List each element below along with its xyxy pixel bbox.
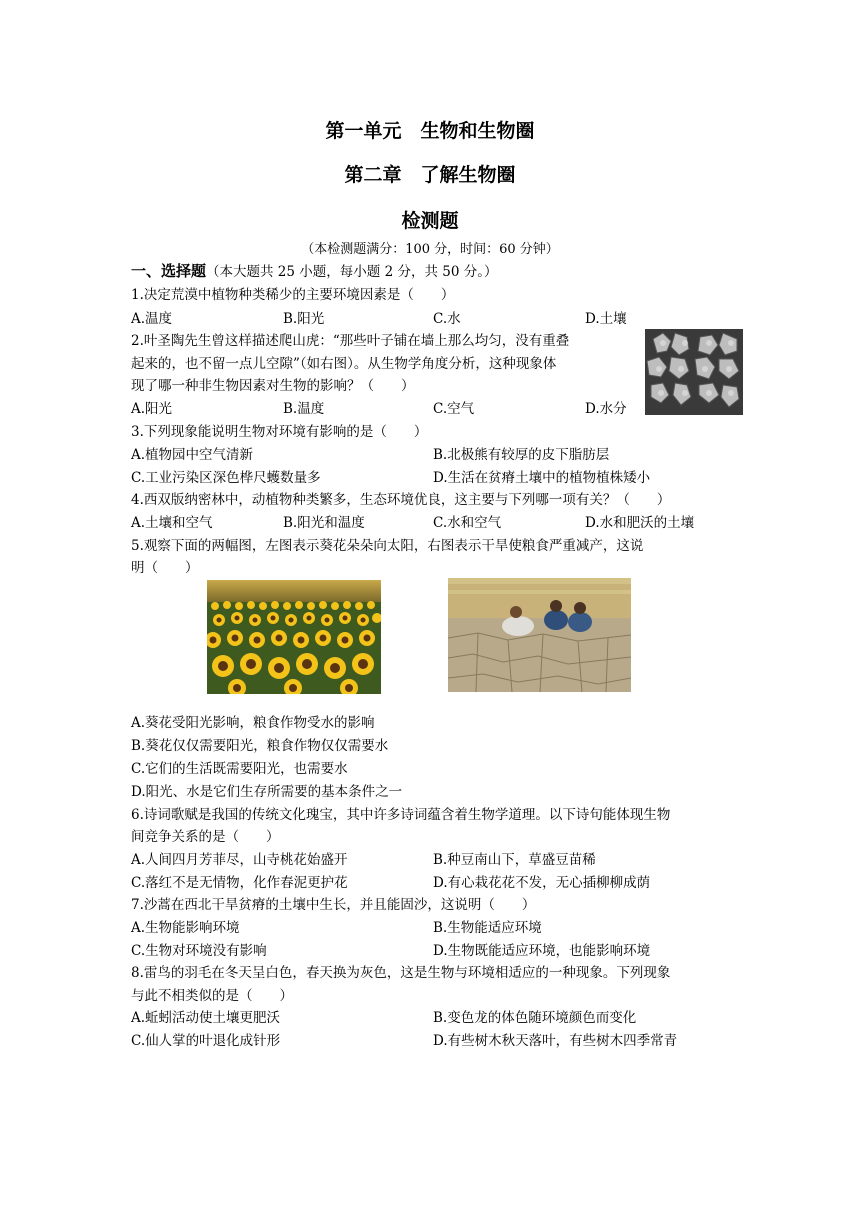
q2-stem-line2: 起来的，也不留一点儿空隙”（如右图）。从生物学角度分析，这种现象体 (131, 356, 557, 372)
q2-stem-line1: 2.叶圣陶先生曾这样描述爬山虎：“那些叶子铺在墙上那么均匀，没有重叠 (131, 333, 570, 349)
q8-stem-line2: 与此不相类似的是（ ） (131, 988, 293, 1004)
q7-option-d: D.生物既能适应环境，也能影响环境 (433, 943, 651, 959)
q5-option-d: D.阳光、水是它们生存所需要的基本条件之一 (131, 784, 403, 800)
unit-title: 第一单元 生物和生物圈 (325, 120, 535, 142)
q5-stem-line1: 5.观察下面的两幅图，左图表示葵花朵朵向太阳，右图表示干旱使粮食严重减产，这说 (131, 538, 644, 554)
section-heading (131, 262, 497, 281)
q4-stem: 4.西双版纳密林中，动植物种类繁多，生态环境优良，这主要与下列哪一项有关？（ ） (131, 492, 671, 508)
q2-option-b: B.温度 (283, 401, 325, 417)
q1-stem: 1.决定荒漠中植物种类稀少的主要环境因素是（ ） (131, 287, 455, 303)
q6-option-b: B.种豆南山下，草盛豆苗稀 (433, 852, 596, 868)
q3-option-c: C.工业污染区深色桦尺蠖数量多 (131, 470, 321, 486)
q7-option-c: C.生物对环境没有影响 (131, 943, 267, 959)
sunflower-field-image (207, 580, 381, 694)
q6-option-d: D.有心栽花花不发，无心插柳柳成荫 (433, 875, 651, 891)
q5-stem-line2: 明（ ） (131, 560, 199, 576)
q8-option-d: D.有些树木秋天落叶，有些树木四季常青 (433, 1033, 678, 1049)
q8-option-b: B.变色龙的体色随环境颜色而变化 (433, 1010, 637, 1026)
drought-farmers-photo (448, 578, 631, 692)
q7-stem: 7.沙蒿在西北干旱贫瘠的土壤中生长，并且能固沙，这说明（ ） (131, 897, 536, 913)
q4-option-b: B.阳光和温度 (283, 515, 365, 531)
q6-option-c: C.落红不是无情物，化作春泥更护花 (131, 875, 348, 891)
q5-option-c: C.它们的生活既需要阳光，也需要水 (131, 761, 348, 777)
sunflower-field-photo (207, 580, 381, 694)
ivy-leaves-photo (645, 329, 743, 415)
q4-option-d: D.水和肥沃的土壤 (585, 515, 695, 531)
section-title: 一、选择题 (131, 262, 207, 280)
q2-option-c: C.空气 (433, 401, 475, 417)
q2-stem-line3: 现了哪一种非生物因素对生物的影响？（ ） (131, 378, 415, 394)
q5-option-b: B.葵花仅仅需要阳光，粮食作物仅仅需要水 (131, 738, 389, 754)
q8-option-c: C.仙人掌的叶退化成针形 (131, 1033, 281, 1049)
q6-stem-line2: 间竞争关系的是（ ） (131, 829, 280, 845)
q1-option-b: B.阳光 (283, 311, 325, 327)
ivy-leaves-image (645, 329, 743, 415)
q3-option-a: A.植物园中空气清新 (131, 447, 254, 463)
q8-option-a: A.蚯蚓活动使土壤更肥沃 (131, 1010, 281, 1026)
q4-option-c: C.水和空气 (433, 515, 502, 531)
q2-option-d: D.水分 (585, 401, 627, 417)
q5-option-a: A.葵花受阳光影响，粮食作物受水的影响 (131, 715, 375, 731)
q7-option-a: A.生物能影响环境 (131, 920, 240, 936)
chapter-title: 第二章 了解生物圈 (344, 164, 516, 186)
q1-option-d: D.土壤 (585, 311, 627, 327)
test-note: （本检测题满分：100 分，时间：60 分钟） (301, 242, 559, 257)
q3-stem: 3.下列现象能说明生物对环境有影响的是（ ） (131, 424, 428, 440)
q1-option-c: C.水 (433, 311, 461, 327)
q2-option-a: A.阳光 (131, 401, 173, 417)
drought-farmers-image (448, 578, 631, 692)
q7-option-b: B.生物能适应环境 (433, 920, 542, 936)
q4-option-a: A.土壤和空气 (131, 515, 213, 531)
q3-option-b: B.北极熊有较厚的皮下脂肪层 (433, 447, 610, 463)
q3-option-d: D.生活在贫瘠土壤中的植物植株矮小 (433, 470, 651, 486)
q6-option-a: A.人间四月芳菲尽，山寺桃花始盛开 (131, 852, 348, 868)
q1-option-a: A.温度 (131, 311, 173, 327)
q6-stem-line1: 6.诗词歌赋是我国的传统文化瑰宝，其中许多诗词蕴含着生物学道理。以下诗句能体现生物 (131, 807, 671, 823)
section-desc: （本大题共 25 小题，每小题 2 分，共 50 分。） (206, 264, 498, 280)
q8-stem-line1: 8.雷鸟的羽毛在冬天呈白色，春天换为灰色，这是生物与环境相适应的一种现象。下列现象 (131, 965, 671, 981)
test-title: 检测题 (401, 210, 459, 232)
